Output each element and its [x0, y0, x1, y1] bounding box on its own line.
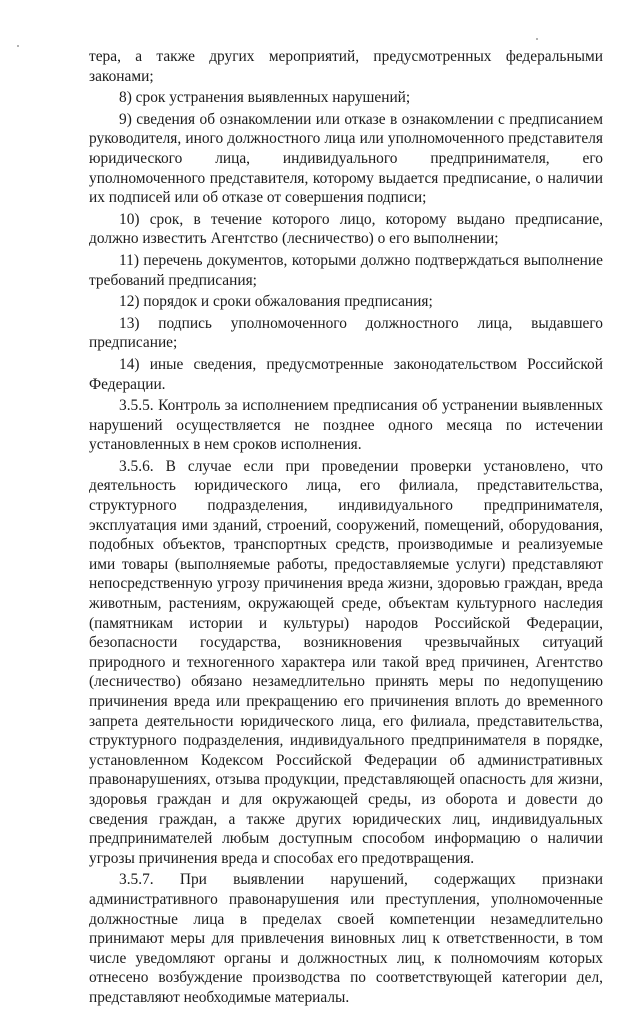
- section-3-5-6: 3.5.6. В случае если при проведении проверки установлено, что деятельность юридического лица, его филиала, представительства, структурного подразделения, индивидуального предпринимателя, эксплуатация ими зданий, строений, сооружений, помещений, оборудования, подобных объектов, транспортных средств, производимые и реализуемые ими товары (выполняемые работы, предоставляемые услуги) представляют непосредственную угрозу причинения вреда жизни, здоровью граждан, вреда животным, растениям, окружающей среде, объектам культурного наследия (памятникам истории и культуры) народов Российской Федерации, безопасности государства, возникновения чрезвычайных ситуаций природного и техногенного характера или такой вред причинен, Агентство (лесничество) обязано незамедлительно принять меры по недопущению причинения вреда или прекращению его причинения вплоть до временного запрета деятельности юридического лица, его филиала, представительства, структурного подразделения, индивидуального предпринимателя в порядке, установленном Кодексом Российской Федерации об административных правонарушениях, отзыва продукции, представляющей опасность для жизни, здоровья граждан и для окружающей среды, из оборота и довести до сведения граждан, а также других юридических лиц, индивидуальных предпринимателей любым доступным способом информацию о наличии угрозы причинения вреда и способах его предотвращения.: [89, 457, 603, 867]
- list-item-8: 8) срок устранения выявленных нарушений;: [119, 89, 411, 107]
- list-item-11: 11) перечень документов, которыми должно подтверждаться выполнение требований предписания;: [89, 251, 603, 289]
- list-item-12: 12) порядок и сроки обжалования предписания;: [119, 293, 433, 311]
- document-body: [89, 47, 603, 1010]
- section-3-5-7: 3.5.7. При выявлении нарушений, содержащих признаки административного правонарушения или преступления, уполномоченные должностные лица в пределах своей компетенции незамедлительно принимают меры для привлечения виновных лиц к ответственности, в том числе уведомляют органы и должностных лиц, к полномочиям которых отнесено возбуждение производства по соответствующей категории дел, представляют необходимые материалы.: [89, 871, 603, 1006]
- paragraph-continuation: тера, а также других мероприятий, предусмотренных федеральными законами;: [89, 48, 603, 85]
- scan-speck: [536, 38, 538, 40]
- section-3-5-5: 3.5.5. Контроль за исполнением предписания об устранении выявленных нарушений осуществляется не позднее одного месяца по истечении установленных в нем сроков исполнения.: [89, 397, 603, 454]
- list-item-13: 13) подпись уполномоченного должностного лица, выдавшего предписание;: [89, 314, 603, 352]
- list-item-14: 14) иные сведения, предусмотренные законодательством Российской Федерации.: [89, 355, 603, 393]
- scan-speck: [17, 45, 19, 47]
- list-item-9: 9) сведения об ознакомлении или отказе в ознакомлении с предписанием руководителя, иного должностного лица или уполномоченного представителя юридического лица, индивидуального предпринимателя, его уполномоченного представителя, которому выдается предписание, о наличии их подписей или об отказе от совершения подписи;: [89, 110, 603, 207]
- list-item-10: 10) срок, в течение которого лицо, которому выдано предписание, должно известить Агентство (лесничество) о его выполнении;: [89, 210, 603, 248]
